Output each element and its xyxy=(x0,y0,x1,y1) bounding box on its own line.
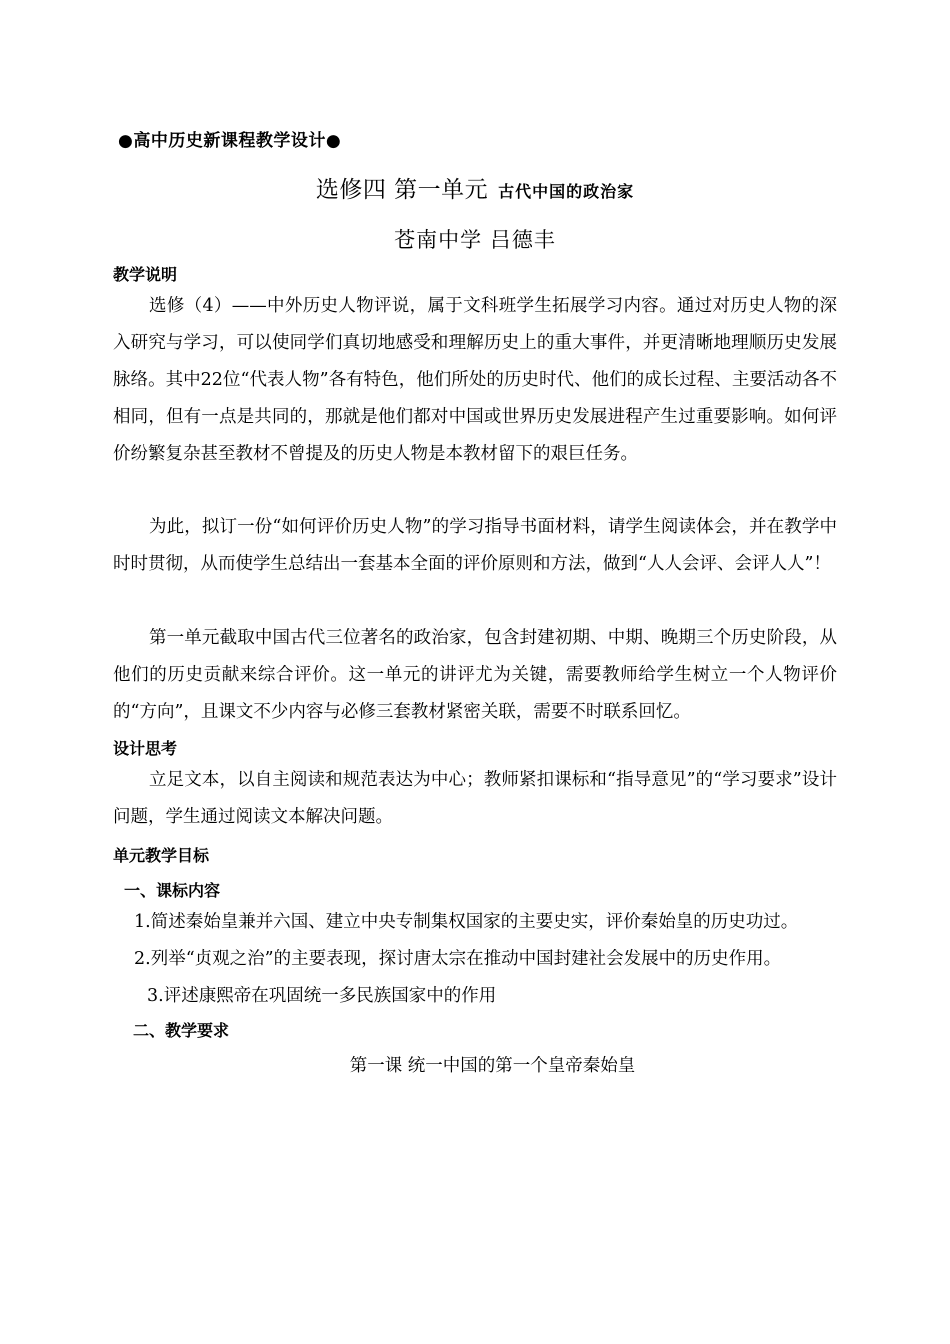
subheading-standards: 一、课标内容 xyxy=(124,881,221,900)
subheading-teaching-requirements: 二、教学要求 xyxy=(133,1021,230,1040)
heading-unit-goals: 单元教学目标 xyxy=(113,846,210,865)
lesson-title: 第一课 统一中国的第一个皇帝秦始皇 xyxy=(349,1056,636,1076)
heading-teaching-notes: 教学说明 xyxy=(113,265,178,284)
paragraph-teaching-notes-2: 为此，拟订一份“如何评价历史人物”的学习指导书面材料，请学生阅读体会，并在教学中时时贯彻，从而使学生总结出一套基本全面的评价原则和方法，做到“人人会评、会评人人”！ xyxy=(113,517,837,574)
title-main: 选修四 第一单元 xyxy=(315,177,489,203)
paragraph-design-thinking: 立足文本，以自主阅读和规范表达为中心；教师紧扣课标和“指导意见”的“学习要求”设计问题，学生通过阅读文本解决问题。 xyxy=(113,770,837,827)
paragraph-teaching-notes-1: 选修（4）——中外历史人物评说，属于文科班学生拓展学习内容。通过对历史人物的深入研究与学习，可以使同学们真切地感受和理解历史上的重大事件，并更清晰地理顺历史发展脉络。其中22位“代表人物”各有特色，他们所处的历史时代、他们的成长过程、主要活动各不相同，但有一点是共同的，那就是他们都对中国或世界历史发展进程产生过重要影响。如何评价纷繁复杂甚至教材不曾提及的历史人物是本教材留下的艰巨任务。 xyxy=(113,296,837,464)
document-title xyxy=(0,171,950,204)
standard-item-2: 2.列举“贞观之治”的主要表现，探讨唐太宗在推动中国封建社会发展中的历史作用。 xyxy=(134,949,782,969)
paragraph-teaching-notes-3: 第一单元截取中国古代三位著名的政治家，包含封建初期、中期、晚期三个历史阶段，从他们的历史贡献来综合评价。这一单元的讲评尤为关键，需要教师给学生树立一个人物评价的“方向”，且课文不少内容与必修三套教材紧密关联，需要不时联系回忆。 xyxy=(113,628,837,722)
heading-design-thinking: 设计思考 xyxy=(113,739,178,758)
title-subtitle: 古代中国的政治家 xyxy=(498,182,635,201)
author-line: 苍南中学 吕德丰 xyxy=(394,228,556,252)
standard-item-3: 3.评述康熙帝在巩固统一多民族国家中的作用 xyxy=(147,986,497,1006)
standard-item-1: 1.简述秦始皇兼并六国、建立中央专制集权国家的主要史实，评价秦始皇的历史功过。 xyxy=(134,912,799,932)
series-header: ●高中历史新课程教学设计● xyxy=(118,131,342,151)
